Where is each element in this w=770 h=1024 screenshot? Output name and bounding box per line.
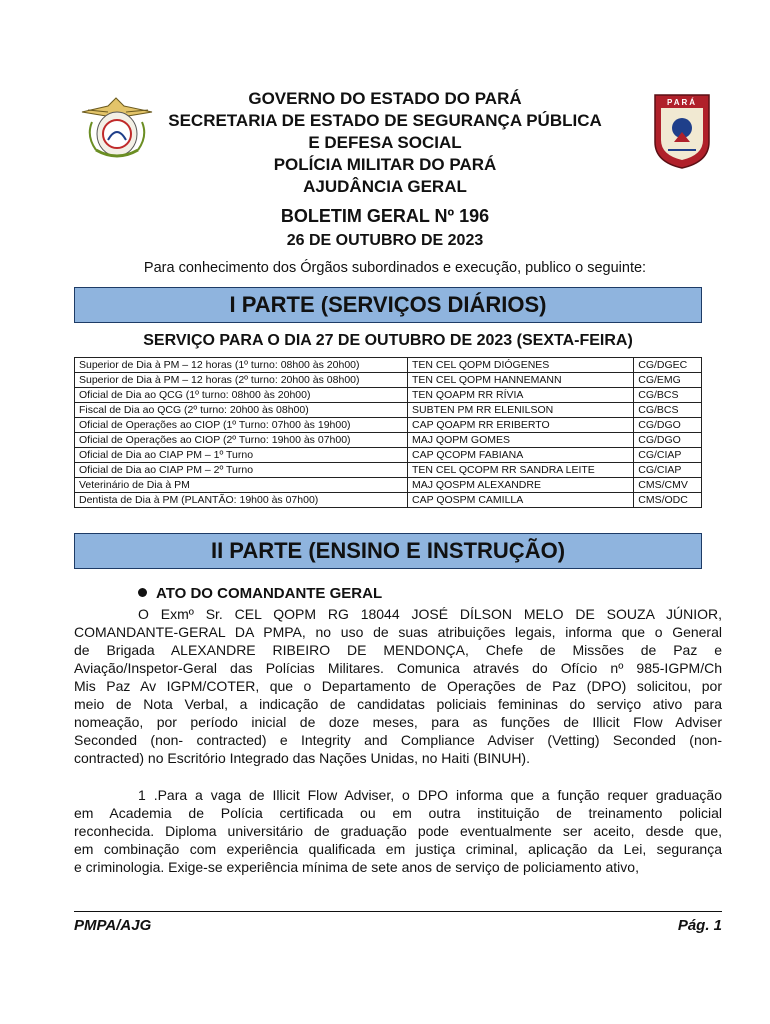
paragraph-line: Seconded (non- contracted) e Integrity and Compliance Adviser (Vetting) Seconded (non- bbox=[74, 732, 722, 748]
officer-cell: TEN QOAPM RR RÍVIA bbox=[408, 388, 634, 403]
intro-text: Para conhecimento dos Órgãos subordinados e execução, publico o seguinte: bbox=[143, 260, 647, 276]
duty-cell: Oficial de Dia ao CIAP PM – 1º Turno bbox=[75, 448, 408, 463]
duty-table bbox=[74, 357, 702, 508]
officer-cell: CAP QOAPM RR ERIBERTO bbox=[408, 418, 634, 433]
table-row bbox=[75, 448, 702, 463]
table-row bbox=[75, 418, 702, 433]
paragraph-line: em combinação com experiência qualificada em justiça criminal, aplicação da Lei, segurança bbox=[74, 841, 722, 857]
document-header bbox=[120, 88, 650, 198]
officer-cell: TEN CEL QOPM DIÓGENES bbox=[408, 358, 634, 373]
paragraph-line: COMANDANTE-GERAL DA PMPA, no uso de suas atribuições legais, informa que o General bbox=[74, 624, 722, 640]
unit-cell: CMS/ODC bbox=[634, 493, 702, 508]
shield-text: PARÁ bbox=[666, 98, 698, 107]
paragraph-2 bbox=[74, 786, 722, 876]
pmpa-shield-icon bbox=[652, 92, 712, 170]
paragraph-line: nomeação, por período inicial de doze meses, para as funções de Illicit Flow Adviser bbox=[74, 714, 722, 730]
table-row bbox=[75, 463, 702, 478]
paragraph-line: meio de Nota Verbal, a indicação de candidatas policiais femininas do serviço ativo para bbox=[74, 696, 722, 712]
officer-cell: CAP QCOPM FABIANA bbox=[408, 448, 634, 463]
officer-cell: SUBTEN PM RR ELENILSON bbox=[408, 403, 634, 418]
unit-cell: CG/EMG bbox=[634, 373, 702, 388]
header-police: POLÍCIA MILITAR DO PARÁ bbox=[273, 155, 497, 174]
paragraph-line: em Academia de Polícia certificada ou em outra instituição de treinamento policial bbox=[74, 805, 722, 821]
duty-cell: Veterinário de Dia à PM bbox=[75, 478, 408, 493]
officer-cell: MAJ QOSPM ALEXANDRE bbox=[408, 478, 634, 493]
paragraph-line: Mis Paz Av IGPM/COTER, que o Departamento de Operações de Paz (DPO) solicitou, por bbox=[74, 678, 722, 694]
service-title: SERVIÇO PARA O DIA 27 DE OUTUBRO DE 2023 (SEXTA-FEIRA) bbox=[143, 332, 633, 349]
duty-cell: Fiscal de Dia ao QCG (2º turno: 20h00 às 08h00) bbox=[75, 403, 408, 418]
footer-page-number: Pág. 1 bbox=[677, 917, 722, 934]
duty-cell: Dentista de Dia à PM (PLANTÃO: 19h00 às 07h00) bbox=[75, 493, 408, 508]
paragraph-line: O Exmº Sr. CEL QOPM RG 18044 JOSÉ DÍLSON MELO DE SOUZA JÚNIOR, bbox=[138, 606, 722, 622]
section-header-part2: II PARTE (ENSINO E INSTRUÇÃO) bbox=[74, 533, 702, 569]
duty-cell: Oficial de Operações ao CIOP (1º Turno: 07h00 às 19h00) bbox=[75, 418, 408, 433]
act-title bbox=[138, 585, 382, 602]
table-row bbox=[75, 493, 702, 508]
duty-cell: Oficial de Dia ao QCG (1º turno: 08h00 às 20h00) bbox=[75, 388, 408, 403]
paragraph-line: e criminologia. Exige-se experiência mínima de sete anos de serviço de policiamento ativo, bbox=[74, 859, 639, 875]
unit-cell: CMS/CMV bbox=[634, 478, 702, 493]
table-row bbox=[75, 388, 702, 403]
unit-cell: CG/DGO bbox=[634, 418, 702, 433]
paragraph-line: 1 .Para a vaga de Illicit Flow Adviser, o DPO informa que a função requer graduação bbox=[138, 787, 722, 803]
paragraph-line: reconhecida. Diploma universitário de graduação pode eventualmente ser aceito, desde que, bbox=[74, 823, 722, 839]
unit-cell: CG/DGEC bbox=[634, 358, 702, 373]
table-row bbox=[75, 433, 702, 448]
duty-cell: Oficial de Operações ao CIOP (2º Turno: 19h00 às 07h00) bbox=[75, 433, 408, 448]
act-title-text: ATO DO COMANDANTE GERAL bbox=[156, 585, 383, 602]
unit-cell: CG/CIAP bbox=[634, 463, 702, 478]
officer-cell: MAJ QOPM GOMES bbox=[408, 433, 634, 448]
bulletin-date: 26 DE OUTUBRO DE 2023 bbox=[286, 232, 484, 249]
paragraph-line: de Brigada ALEXANDRE RIBEIRO DE MENDONÇA, Chefe de Missões de Paz e bbox=[74, 642, 722, 658]
duty-cell: Superior de Dia à PM – 12 horas (2º turno: 20h00 às 08h00) bbox=[75, 373, 408, 388]
footer-divider bbox=[74, 911, 722, 912]
unit-cell: CG/DGO bbox=[634, 433, 702, 448]
officer-cell: CAP QOSPM CAMILLA bbox=[408, 493, 634, 508]
duty-cell: Superior de Dia à PM – 12 horas (1º turno: 08h00 às 20h00) bbox=[75, 358, 408, 373]
officer-cell: TEN CEL QOPM HANNEMANN bbox=[408, 373, 634, 388]
table-row bbox=[75, 358, 702, 373]
unit-cell: CG/CIAP bbox=[634, 448, 702, 463]
paragraph-1 bbox=[74, 605, 722, 767]
unit-cell: CG/BCS bbox=[634, 403, 702, 418]
table-row bbox=[75, 478, 702, 493]
header-secretariat-cont: E DEFESA SOCIAL bbox=[308, 133, 462, 152]
paragraph-line: Aviação/Inspetor-Geral das Polícias Militares. Comunica através do Ofício nº 985-IGPM/Ch bbox=[74, 660, 722, 676]
unit-cell: CG/BCS bbox=[634, 388, 702, 403]
paragraph-line: contracted) no Escritório Integrado das Nações Unidas, no Haiti (BINUH). bbox=[74, 750, 530, 766]
bulletin-title: BOLETIM GERAL Nº 196 bbox=[280, 206, 490, 226]
bullet-icon bbox=[138, 588, 147, 597]
table-row bbox=[75, 373, 702, 388]
officer-cell: TEN CEL QCOPM RR SANDRA LEITE bbox=[408, 463, 634, 478]
header-department: AJUDÂNCIA GERAL bbox=[303, 177, 467, 196]
duty-cell: Oficial de Dia ao CIAP PM – 2º Turno bbox=[75, 463, 408, 478]
section-header-part1: I PARTE (SERVIÇOS DIÁRIOS) bbox=[74, 287, 702, 323]
header-secretariat: SECRETARIA DE ESTADO DE SEGURANÇA PÚBLICA bbox=[168, 111, 602, 130]
header-government: GOVERNO DO ESTADO DO PARÁ bbox=[248, 89, 522, 108]
footer-left: PMPA/AJG bbox=[74, 917, 152, 934]
table-row bbox=[75, 403, 702, 418]
